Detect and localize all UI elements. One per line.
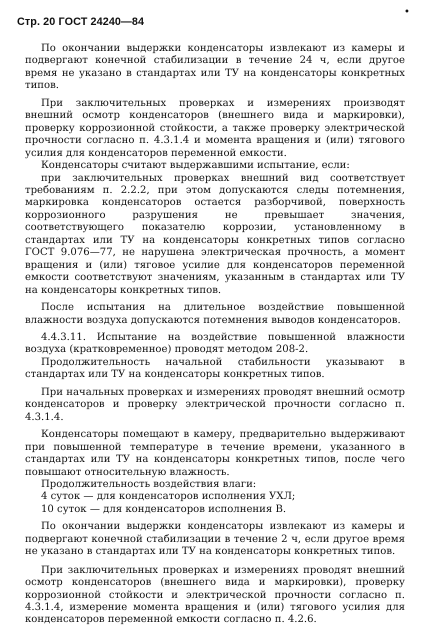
paragraph: 10 суток — для конденсаторов исполнения В. [41, 503, 287, 515]
paragraph: После испытания на длительное воздействие повышенной влажности воздуха допускаются потемнения выводов конденсаторов. [25, 302, 405, 326]
paragraph: Конденсаторы считают выдержавшими испытание, если: [41, 160, 350, 172]
paragraph: 4.4.3.11. Испытание на воздействие повышенной влажности воздуха (кратковременное) проводят методом 208-2. [25, 331, 405, 356]
paragraph: По окончании выдержки конденсаторы извлекают из камеры и подвергают конечной стабилизации в течение 2 ч, если другое время не указано в стандартах или ТУ на конденсаторы конкретных типов. [25, 521, 405, 558]
paragraph: при заключительных проверках внешний вид соответствует требованиям п. 2.2.2, при этом допускаются следы потемнения, маркировка конденсаторов остается разборчивой, поверхность коррозионного разрушения не превышает значения, соответствующего показателю коррозии, установленному в стандартах или ТУ на конденсаторы конкретных типов согласно ГОСТ 9.076—77, не нарушена электрическая прочность, а момент вращения и (или) тяговое усилие для конденсаторов переменной емкости соответствуют значениям, указанным в стандартах или ТУ на конденсаторы конкретных типов. [25, 172, 405, 296]
paragraph: При заключительных проверках и измерениях производят внешний осмотр конденсаторов (внешнего вида и маркировки), проверку коррозионной стойкости, а также проверку электрической прочности согласно п. 4.3.1.4 и момента вращения и (или) тягового усилия для конденсаторов переменной емкости. [25, 97, 405, 159]
paragraph: При заключительных проверках и измерениях проводят внешний осмотр конденсаторов (внешнего вида и маркировки), проверку коррозионной стойкости и электрической прочности согласно п. 4.3.1.4, измерение момента вращения и (или) тягового усилия для конденсаторов переменной емкости согласно п. 4.2.6. [25, 564, 405, 626]
paragraph: При начальных проверках и измерениях проводят внешний осмотр конденсаторов и проверку электрической прочности согласно п. 4.3.1.4. [25, 386, 405, 423]
paragraph: Продолжительность начальной стабильности указывают в стандартах или ТУ на конденсаторы конкретных типов. [25, 356, 405, 381]
paragraph: По окончании выдержки конденсаторы извлекают из камеры и подвергают конечной стабилизации в течение 24 ч, если другое время не указано в стандартах или ТУ на конденсаторы конкретных типов. [25, 43, 405, 92]
paragraph: Продолжительность воздействия влаги: [41, 478, 257, 490]
paragraph: Конденсаторы помещают в камеру, предварительно выдерживают при повышенной температуре в течение времени, указанного в стандартах или ТУ на конденсаторы конкретных типов, после чего повышают относительную влажность. [25, 429, 405, 478]
page-number: Стр. 20 [17, 16, 56, 28]
body-text [25, 43, 405, 627]
page-header [17, 16, 144, 28]
paragraph: 4 суток — для конденсаторов исполнения УХЛ; [41, 491, 296, 503]
corner-mark: • [404, 7, 410, 18]
standard-number: ГОСТ 24240—84 [58, 16, 145, 28]
